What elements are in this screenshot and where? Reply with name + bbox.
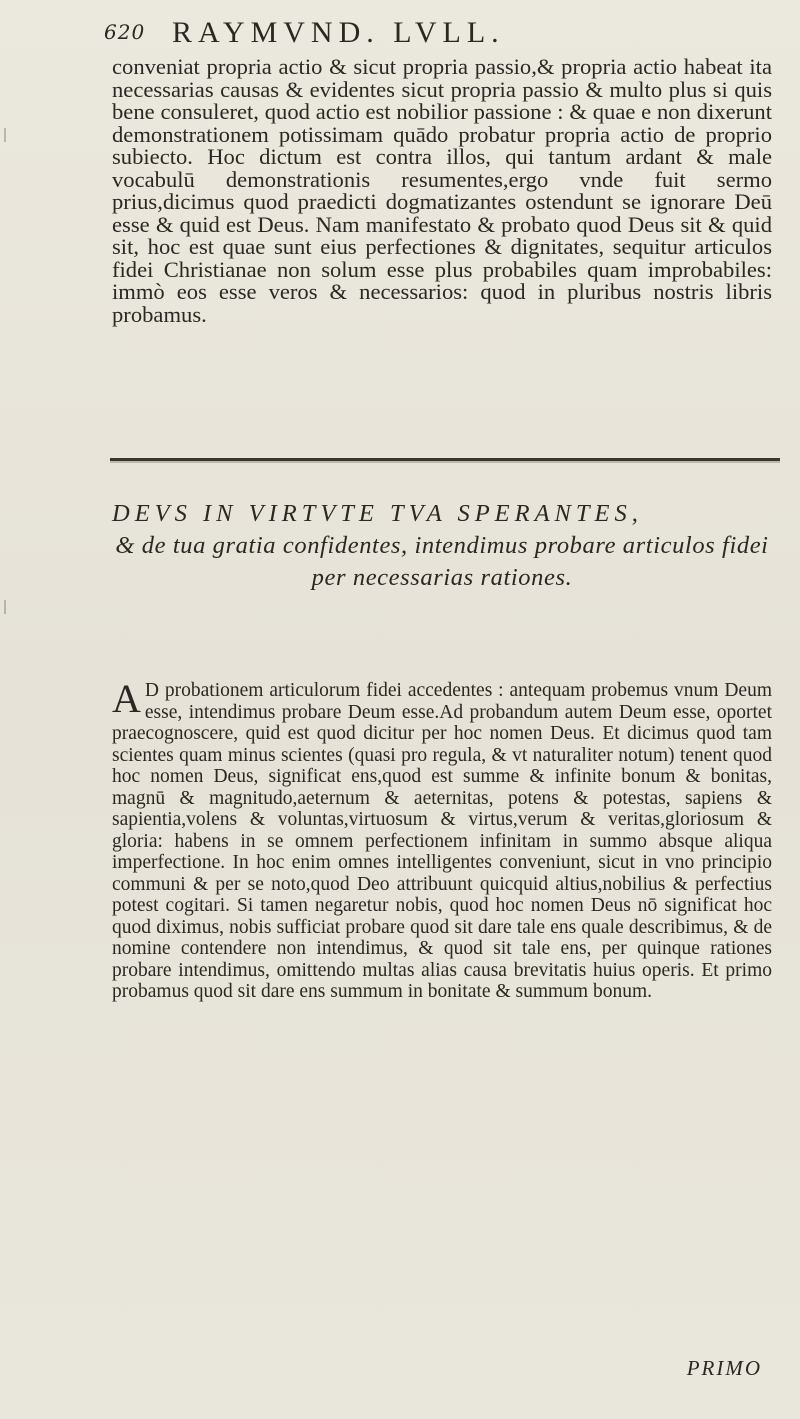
page-header <box>104 16 740 56</box>
margin-mark <box>4 128 6 142</box>
heading-line-1: DEVS IN VIRTVTE TVA SPERANTES, <box>112 500 643 527</box>
drop-cap: A <box>112 676 141 721</box>
section-heading <box>112 498 772 594</box>
catchword: PRIMO <box>686 1356 762 1380</box>
page-number: 620 <box>104 20 146 44</box>
paragraph-main <box>112 676 772 1003</box>
section-divider <box>110 458 780 461</box>
paragraph-intro: conveniat propria actio & sicut propria passio,& propria actio habeat ita necessarias causas & evidentes sicut propria passio & multo plus si quis bene consuleret, quod actio est nobilior passione : & quae e non dixerunt demonstrationem potissimam quādo probatur propria actio de proprio subiecto. Hoc dictum est contra illos, qui tantum ardant & male vocabulū demonstrationis resumentes,ergo vnde fuit sermo prius,dicimus quod praedicti dogmatizantes ostendunt se ignorare Deū esse & quid est Deus. Nam manifestato & probato quod Deus sit & quid sit, hoc est quae sunt eius perfectiones & dignitates, sequitur articulos fidei Christianae non solum esse plus probabiles quam improbabiles: immò eos esse veros & necessarios: quod in pluribus nostris libris probamus. <box>112 54 772 327</box>
running-head: RAYMVND. LVLL. <box>172 16 505 49</box>
margin-mark <box>4 600 6 614</box>
heading-subtitle: & de tua gratia confidentes, intendimus probare articulos fidei per necessarias rationes. <box>115 532 769 591</box>
paragraph-main-text: D probationem articulorum fidei accedentes : antequam probemus vnum Deum esse, intendimus probare Deum esse.Ad probandum autem Deum esse, oportet praecognoscere, quid est quod dicitur per hoc nomen Deus. Et dicimus quod tam scientes quam minus scientes (quasi pro regula, & vt naturaliter notum) tenent quod hoc nomen Deus, significat ens,quod est summe & infinite bonum & bonitas, magnū & magnitudo,aeternum & aeternitas, potens & potestas, sapiens & sapientia,volens & voluntas,virtuosum & virtus,verum & veritas,gloriosum & gloria: habens in se omnem perfectionem infinitam in summo absque aliqua imperfectione. In hoc enim omnes intelligentes conveniunt, sicut in vno principio communi & per se noto,quod Deo attribuunt quicquid altius,nobilius & perfectius potest cogitari. Si tamen negaretur nobis, quod hoc nomen Deus nō significat hoc quod diximus, nobis sufficiat probare quod sit dare tale ens quale describimus, & de nomine contendere non intendimus, & quod sit tale ens, per quinque rationes probare intendimus, omittendo multas alias causa brevitatis huius operis. Et primo probamus quod sit dare ens summum in bonitate & summum bonum. <box>112 680 772 1002</box>
